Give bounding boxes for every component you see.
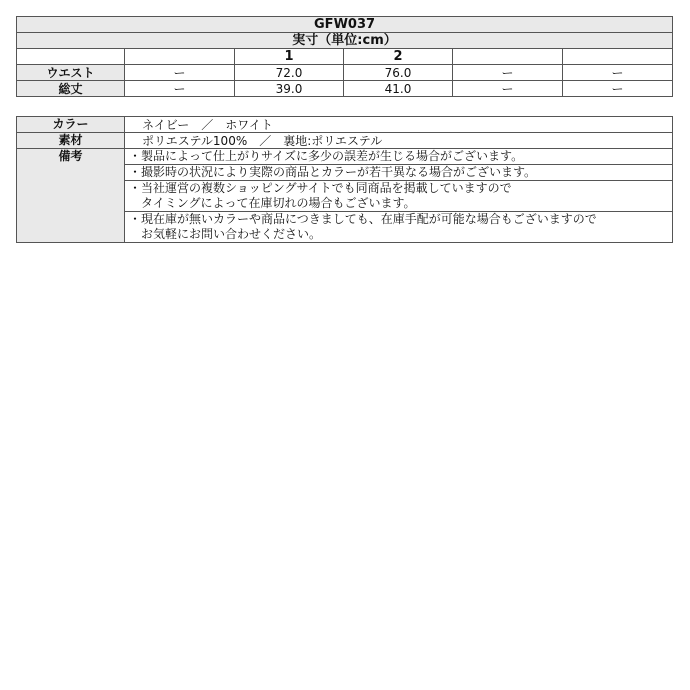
info-table	[16, 116, 673, 243]
size-value: ー	[563, 65, 673, 81]
size-header-blank	[17, 49, 125, 65]
size-header	[453, 49, 563, 65]
material-row	[17, 133, 673, 149]
note-line: タイミングによって在庫切れの場合もございます。	[129, 196, 416, 210]
note-item	[125, 165, 673, 181]
size-header: 2	[344, 49, 453, 65]
note-item	[125, 212, 673, 243]
unit-label: 実寸（単位:cm）	[17, 33, 673, 49]
size-header	[125, 49, 235, 65]
color-value: ネイビー ／ ホワイト	[125, 117, 673, 133]
waist-row	[17, 65, 673, 81]
color-row	[17, 117, 673, 133]
size-value: ー	[563, 81, 673, 97]
note-item	[125, 149, 673, 165]
notes-row-1	[17, 149, 673, 165]
size-header: 1	[235, 49, 344, 65]
size-table	[16, 16, 673, 97]
unit-row	[17, 33, 673, 49]
size-value: 41.0	[344, 81, 453, 97]
note-line: お気軽にお問い合わせください。	[129, 227, 322, 241]
material-label: 素材	[17, 133, 125, 149]
row-label: 総丈	[17, 81, 125, 97]
note-line: ・当社運営の複数ショッピングサイトでも同商品を掲載していますので	[129, 181, 512, 195]
size-value: 76.0	[344, 65, 453, 81]
size-header	[563, 49, 673, 65]
note-line: ・撮影時の状況により実際の商品とカラーが若干異なる場合がございます。	[129, 165, 537, 179]
size-value: 72.0	[235, 65, 344, 81]
color-label: カラー	[17, 117, 125, 133]
size-value: ー	[453, 81, 563, 97]
note-item	[125, 181, 673, 212]
size-value: ー	[453, 65, 563, 81]
note-line: ・製品によって仕上がりサイズに多少の誤差が生じる場合がございます。	[129, 149, 524, 163]
product-code: GFW037	[17, 17, 673, 33]
size-value: ー	[125, 81, 235, 97]
length-row	[17, 81, 673, 97]
notes-label: 備考	[17, 149, 125, 243]
size-header-row	[17, 49, 673, 65]
material-value: ポリエステル100% ／ 裏地:ポリエステル	[125, 133, 673, 149]
size-value: 39.0	[235, 81, 344, 97]
size-value: ー	[125, 65, 235, 81]
row-label: ウエスト	[17, 65, 125, 81]
product-code-row	[17, 17, 673, 33]
note-line: ・現在庫が無いカラーや商品につきましても、在庫手配が可能な場合もございますので	[129, 212, 597, 226]
